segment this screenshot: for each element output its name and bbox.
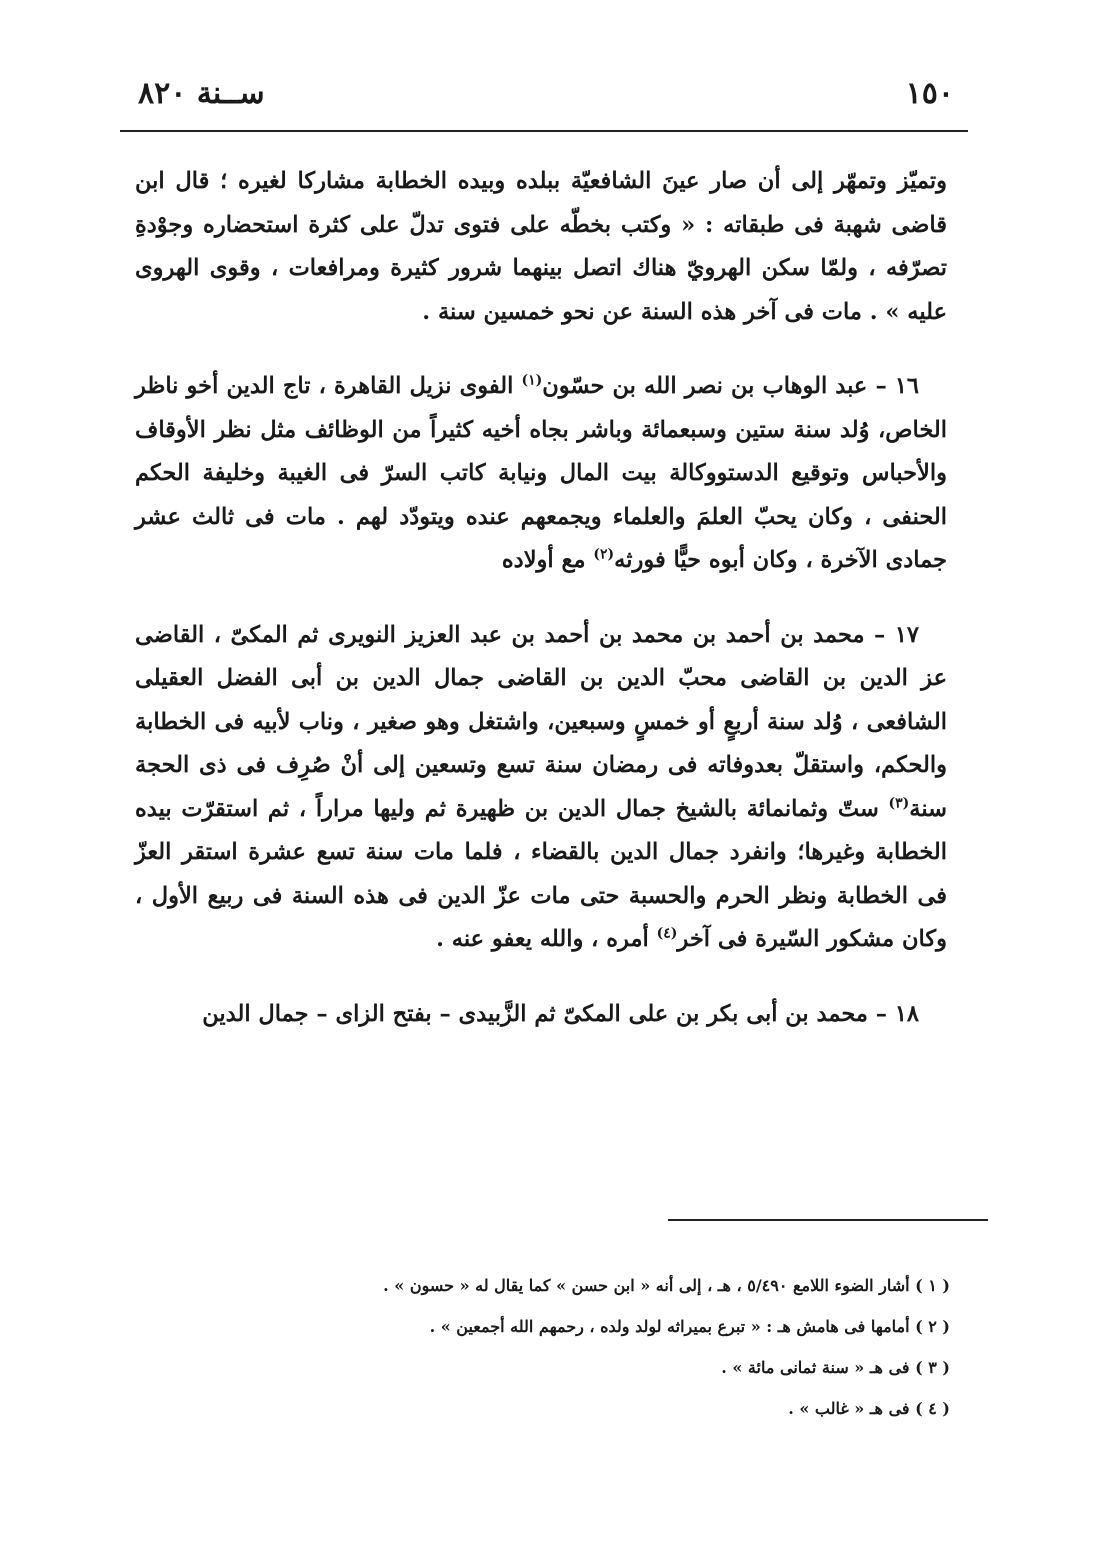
page-header (118, 76, 972, 116)
header-divider (120, 130, 968, 132)
paragraph-continuation (135, 160, 947, 334)
footnote-ref-1: (١) (521, 372, 543, 389)
footnote-ref-2: (٢) (593, 546, 615, 563)
entry-text: ١٧ – محمد بن أحمد بن محمد بن أحمد بن عبد العزيز النويرى ثم المكىّ ، القاضى عز الدين بن القاضى محبّ الدين بن القاضى جمال الدين بن أبى الفضل العقيلى الشافعى ، وُلد سنة أربعٍ أو خمسٍ وسبعين، واشتغل وهو صغير ، وناب لأبيه فى الخطابة والحكم، واستقلّ بعدوفاته فى رمضان سنة تسع وتسعين إلى أنْ صُرِف فى ذى الحجة سنة (135, 621, 947, 822)
entry-text: أمره ، والله يعفو عنه . (436, 926, 657, 952)
entry-text: ١٨ – محمد بن أبى بكر بن على المكىّ ثم الزَّبيدى – بفتح الزاى – جمال الدين (202, 1000, 919, 1027)
footnote-4: ( ٤ ) فى هـ « غالب » . (788, 1399, 950, 1418)
entry-text: مع أولاده (501, 547, 594, 573)
footnote-2: ( ٢ ) أمامها فى هامش هـ : « تبرع بميراثه لولد ولده ، رحمهم الله أجمعين » . (429, 1317, 950, 1336)
entry-17 (135, 614, 947, 962)
entry-18 (135, 993, 947, 1037)
footnote-ref-3: (٣) (888, 795, 910, 811)
running-title-year: ســنة ٨٢٠ (138, 76, 265, 111)
footnotes (300, 1265, 950, 1429)
page-number: ١٥٠ (905, 76, 954, 111)
entry-text: ١٦ – عبد الوهاب بن نصر الله بن حسّون (542, 373, 919, 399)
entry-text: ستّ وثمانمائة بالشيخ جمال الدين بن ظهيرة ثم وليها مراراً ، ثم استقرّت بيده الخطابة وغيرها؛ وانفرد جمال الدين بالقضاء ، فلما مات سنة تسع عشرة استقر العزّ فى الخطابة ونظر الحرم والحسبة حتى مات عزّ الدين فى هذه السنة فى ربيع الأول ، وكان مشكور السّيرة فى آخر (135, 795, 947, 952)
entry-16 (135, 365, 947, 583)
footnote-divider (668, 1219, 988, 1221)
footnote-ref-4: (٤) (656, 925, 678, 942)
footnote-1: ( ١ ) أشار الضوء اللامع ٥/٤٩٠ ، هـ ، إلى أنه « ابن حسن » كما يقال له « حسون » . (383, 1276, 950, 1295)
paragraph-text: وتميّز وتمهّر إلى أن صار عينَ الشافعيّة ببلده وبيده الخطابة مشاركا لغيره ؛ قال ابن قاضى شهبة فى طبقاته : « وكتب بخطّه على فتوى تدلّ على كثرة استحضاره وجوْدةِ تصرّفه ، ولمّا سكن الهرويّ هناك اتصل بينهما شرور كثيرة ومرافعات ، وقوى الهروى عليه » . مات فى آخر هذه السنة عن نحو خمسين سنة . (135, 168, 947, 325)
entry-text: الفوى نزيل القاهرة ، تاج الدين أخو ناظر الخاص، وُلد سنة ستين وسبعمائة وباشر بجاه أخيه كثيراً من الوظائف مثل نظر الأوقاف والأحباس وتوقيع الدستووكالة بيت المال ونيابة كاتب السرّ فى الغيبة وخليفة الحكم الحنفى ، وكان يحبّ العلمَ والعلماء ويجمعهم عنده ويتودّد لهم . مات فى ثالث عشر جمادى الآخرة ، وكان أبوه حيًّا فورثه (135, 373, 947, 573)
main-text (135, 160, 947, 1067)
footnote-3: ( ٣ ) فى هـ « سنة ثمانى مائة » . (721, 1358, 950, 1377)
